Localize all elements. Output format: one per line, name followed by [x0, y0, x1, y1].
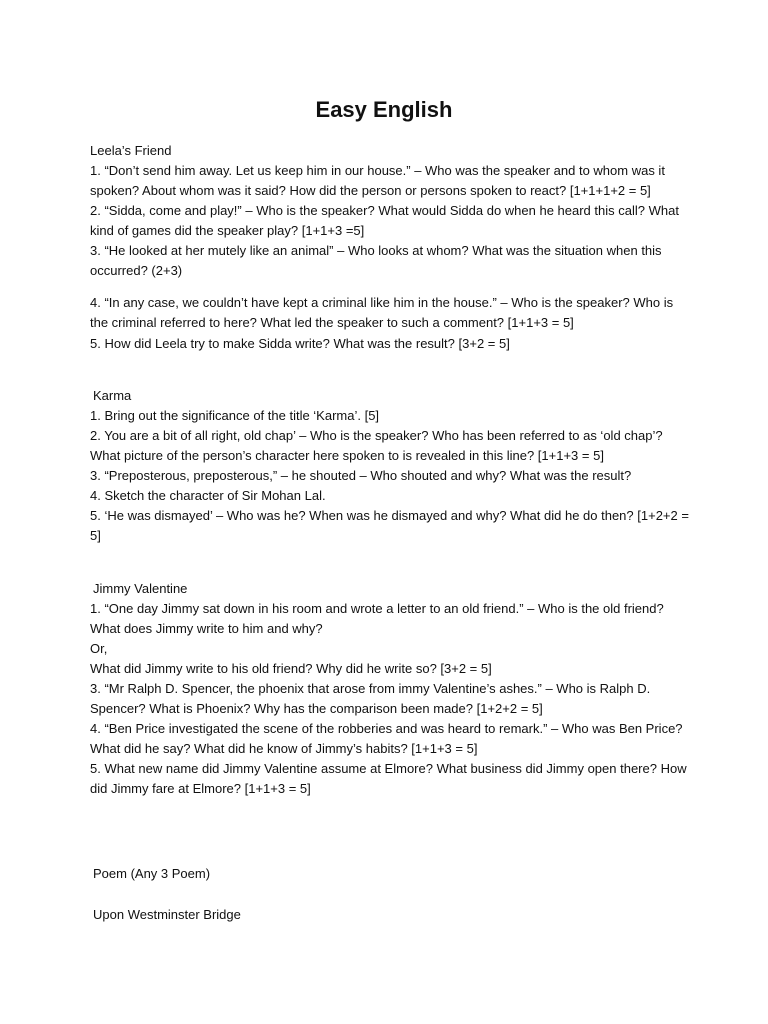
question-line: 3. “He looked at her mutely like an animal” – Who looks at whom? What was the situation when this: [90, 243, 662, 258]
question-line: kind of games did the speaker play? [1+1+3 =5]: [90, 223, 365, 238]
question-line: 5. How did Leela try to make Sidda write? What was the result? [3+2 = 5]: [90, 336, 510, 351]
question-line: 4. “In any case, we couldn’t have kept a criminal like him in the house.” – Who is the speaker? Who is: [90, 295, 674, 310]
question-line: spoken? About whom was it said? How did the person or persons spoken to react? [1+1+1+2 = 5]: [90, 183, 651, 198]
question-line: the criminal referred to here? What led the speaker to such a comment? [1+1+3 = 5]: [90, 315, 574, 330]
section-heading-karma: Karma: [93, 388, 132, 403]
question-line: 3. “Preposterous, preposterous,” – he shouted – Who shouted and why? What was the result?: [90, 468, 632, 483]
question-line: Spencer? What is Phoenix? Why has the comparison been made? [1+2+2 = 5]: [90, 701, 543, 716]
question-line: 4. Sketch the character of Sir Mohan Lal.: [90, 488, 326, 503]
document-title: Easy English: [315, 97, 453, 122]
question-line: did Jimmy fare at Elmore? [1+1+3 = 5]: [90, 781, 311, 796]
question-line: 1. “One day Jimmy sat down in his room and wrote a letter to an old friend.” – Who is the old friend?: [90, 601, 664, 616]
section-heading-upon-westminster-bridge: Upon Westminster Bridge: [93, 907, 241, 922]
question-line: What did Jimmy write to his old friend? Why did he write so? [3+2 = 5]: [90, 661, 492, 676]
question-line: 2. You are a bit of all right, old chap’ – Who is the speaker? Who has been referred to as ‘old chap’?: [90, 428, 663, 443]
section-heading-jimmy-valentine: Jimmy Valentine: [93, 581, 188, 596]
question-line: occurred? (2+3): [90, 263, 183, 278]
question-line: 1. Bring out the significance of the title ‘Karma’. [5]: [90, 408, 380, 423]
question-line: 4. “Ben Price investigated the scene of the robberies and was heard to remark.” – Who was Ben Price?: [90, 721, 683, 736]
section-heading-poem: Poem (Any 3 Poem): [93, 866, 211, 881]
question-line: Or,: [90, 641, 108, 656]
question-line: 5]: [90, 528, 101, 543]
question-line: 5. ‘He was dismayed’ – Who was he? When was he dismayed and why? What did he do then? [1+2+2 =: [90, 508, 689, 523]
question-line: What does Jimmy write to him and why?: [90, 621, 323, 636]
question-line: 3. “Mr Ralph D. Spencer, the phoenix that arose from immy Valentine’s ashes.” – Who is Ralph D.: [90, 681, 651, 696]
question-line: 5. What new name did Jimmy Valentine assume at Elmore? What business did Jimmy open there? How: [90, 761, 687, 776]
question-line: What picture of the person’s character here spoken to is revealed in this line? [1+1+3 = 5]: [90, 448, 604, 463]
section-heading-leelas-friend: Leela’s Friend: [90, 143, 172, 158]
question-line: 2. “Sidda, come and play!” – Who is the speaker? What would Sidda do when he heard this call? What: [90, 203, 679, 218]
question-line: What did he say? What did he know of Jimmy’s habits? [1+1+3 = 5]: [90, 741, 478, 756]
question-line: 1. “Don’t send him away. Let us keep him in our house.” – Who was the speaker and to whom was it: [90, 163, 665, 178]
